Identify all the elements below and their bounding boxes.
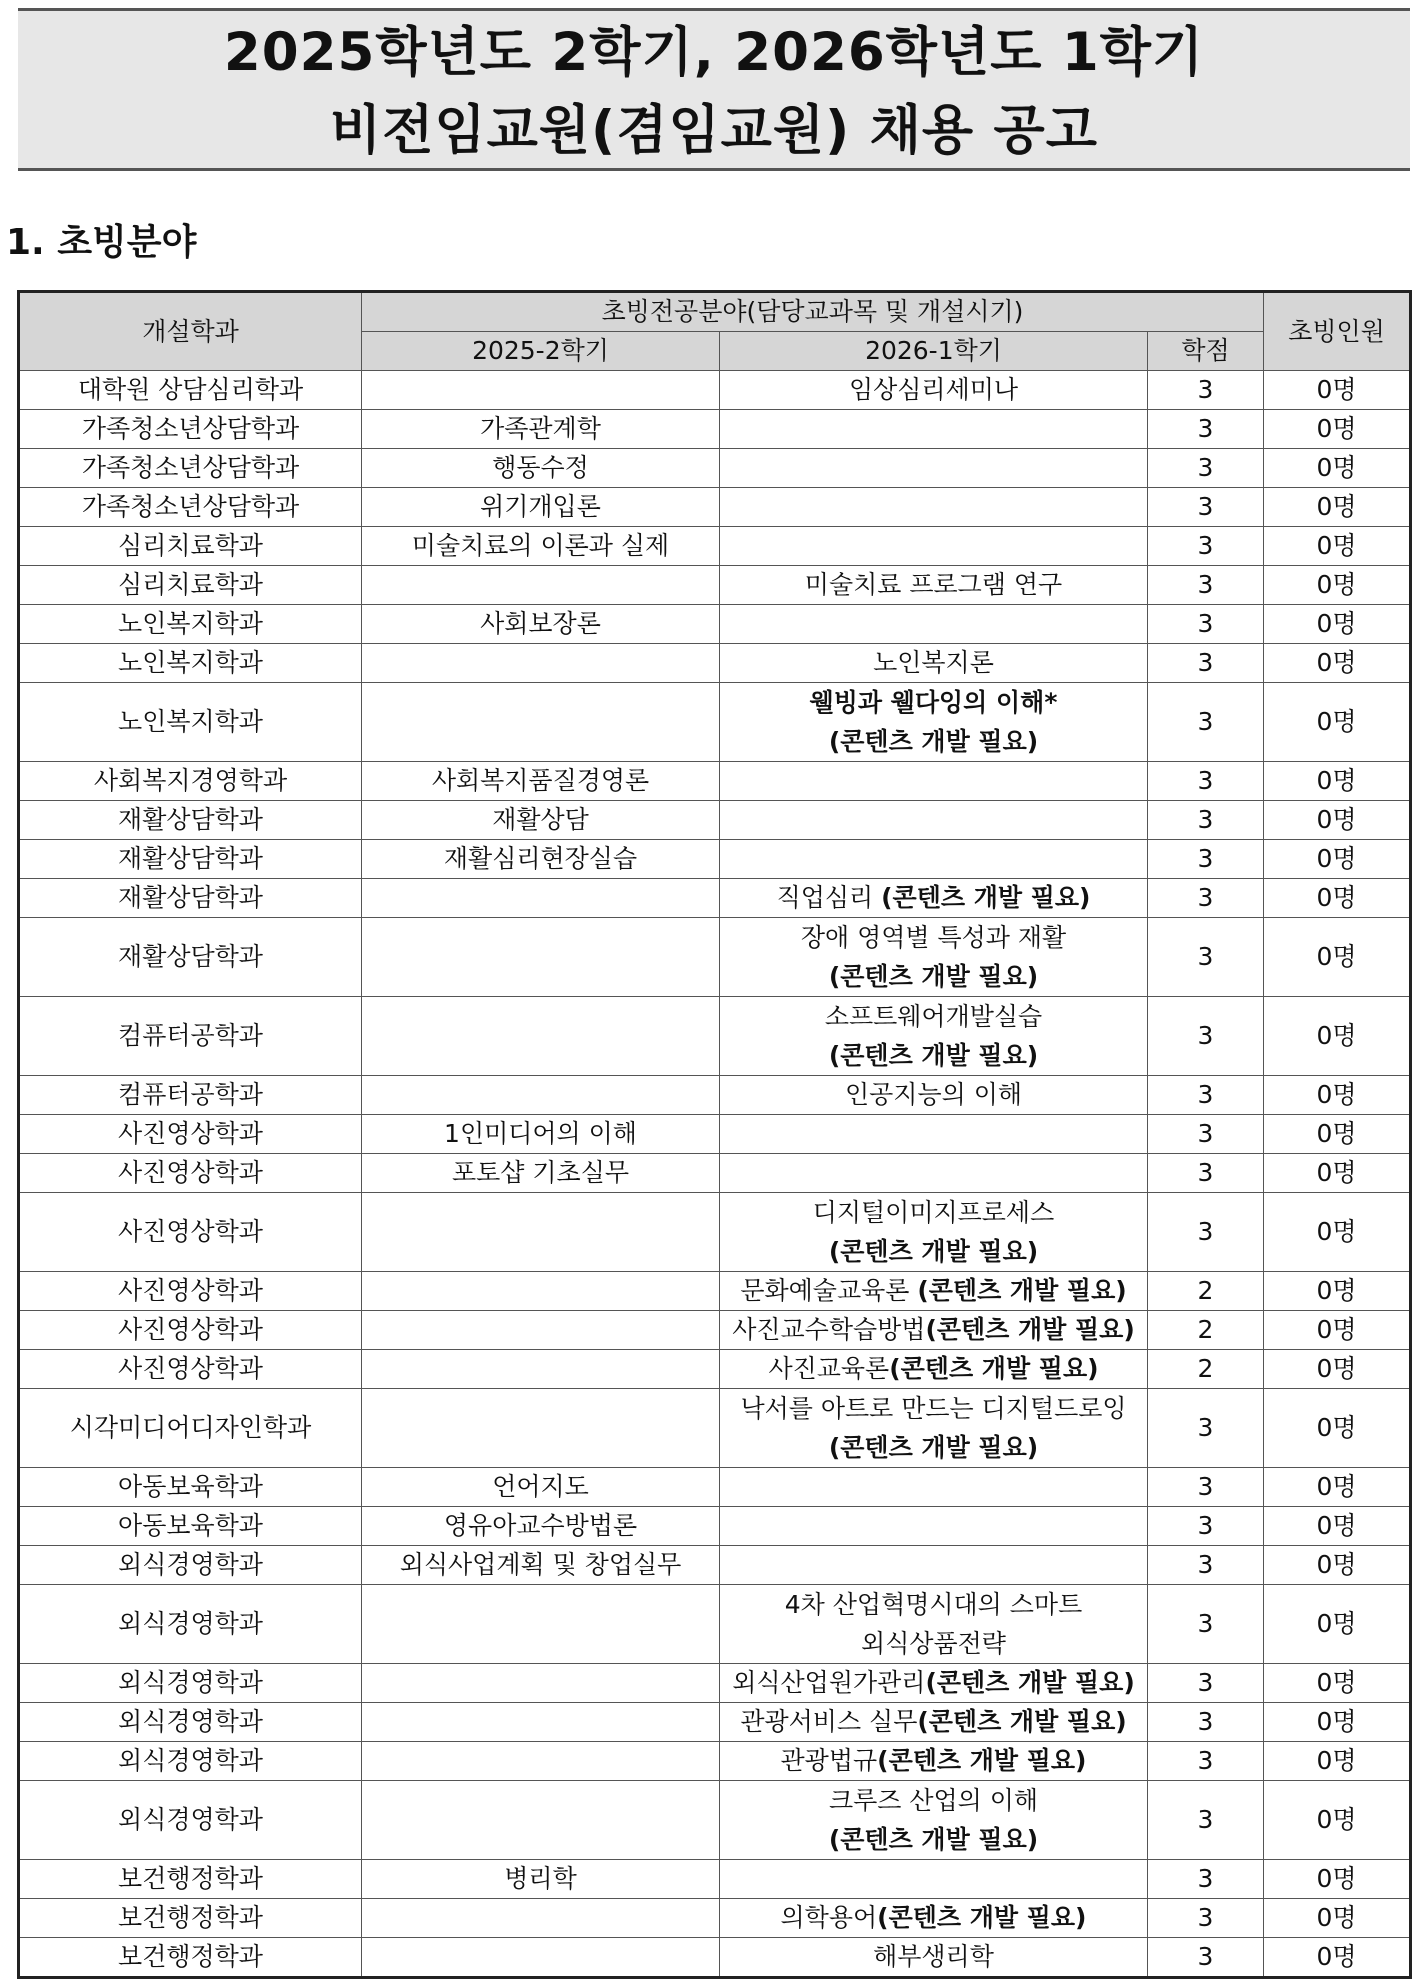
department-cell: 사회복지경영학과 xyxy=(19,762,362,801)
credits-cell: 3 xyxy=(1148,566,1264,605)
openings-cell: 0명 xyxy=(1264,1585,1411,1664)
term-2026-1-course xyxy=(720,1154,1148,1193)
table-row xyxy=(19,1546,1411,1585)
openings-cell: 0명 xyxy=(1264,605,1411,644)
table-row xyxy=(19,1742,1411,1781)
term-2026-1-course xyxy=(720,1899,1148,1938)
term-2026-1-course xyxy=(720,1507,1148,1546)
course-title: 크루즈 산업의 이해 xyxy=(828,1786,1039,1815)
term-2025-2-course: 사회보장론 xyxy=(362,605,720,644)
credits-cell: 2 xyxy=(1148,1311,1264,1350)
table-row xyxy=(19,1350,1411,1389)
department-cell: 사진영상학과 xyxy=(19,1154,362,1193)
term-2025-2-course: 재활상담 xyxy=(362,801,720,840)
table-row xyxy=(19,762,1411,801)
content-dev-note: (콘텐츠 개발 필요) xyxy=(828,962,1039,991)
header-openings: 초빙인원 xyxy=(1264,292,1411,371)
term-2025-2-course: 가족관계학 xyxy=(362,410,720,449)
table-row xyxy=(19,488,1411,527)
table-row xyxy=(19,1860,1411,1899)
content-dev-note: (콘텐츠 개발 필요) xyxy=(828,727,1039,756)
term-2026-1-course xyxy=(720,527,1148,566)
term-2025-2-course: 위기개입론 xyxy=(362,488,720,527)
openings-cell: 0명 xyxy=(1264,1899,1411,1938)
openings-cell: 0명 xyxy=(1264,1272,1411,1311)
term-2026-1-course xyxy=(720,1860,1148,1899)
content-dev-note: (콘텐츠 개발 필요) xyxy=(877,1746,1087,1775)
term-2026-1-course xyxy=(720,1938,1148,1978)
credits-cell: 3 xyxy=(1148,1899,1264,1938)
credits-cell: 3 xyxy=(1148,1703,1264,1742)
course-title: 관광법규 xyxy=(780,1746,878,1775)
term-2025-2-course xyxy=(362,1938,720,1978)
course-title: 관광서비스 실무 xyxy=(740,1707,918,1736)
term-2025-2-course xyxy=(362,566,720,605)
term-2026-1-course xyxy=(720,488,1148,527)
department-cell: 아동보육학과 xyxy=(19,1507,362,1546)
course-title: 낙서를 아트로 만드는 디지털드로잉 xyxy=(740,1394,1127,1423)
course-title: 직업심리 xyxy=(776,883,882,912)
content-dev-note: (콘텐츠 개발 필요) xyxy=(925,1315,1135,1344)
openings-cell: 0명 xyxy=(1264,371,1411,410)
term-2025-2-course: 포토샵 기초실무 xyxy=(362,1154,720,1193)
course-title: 장애 영역별 특성과 재활 xyxy=(800,923,1067,952)
table-row xyxy=(19,1468,1411,1507)
table-row xyxy=(19,605,1411,644)
term-2025-2-course: 외식사업계획 및 창업실무 xyxy=(362,1546,720,1585)
term-2025-2-course xyxy=(362,1899,720,1938)
department-cell: 노인복지학과 xyxy=(19,644,362,683)
header-department: 개설학과 xyxy=(19,292,362,371)
openings-cell: 0명 xyxy=(1264,410,1411,449)
term-2026-1-course xyxy=(720,1585,1148,1664)
openings-cell: 0명 xyxy=(1264,1076,1411,1115)
term-2025-2-course xyxy=(362,371,720,410)
course-title: 외식산업원가관리 xyxy=(732,1668,926,1697)
term-2025-2-course xyxy=(362,879,720,918)
openings-cell: 0명 xyxy=(1264,1742,1411,1781)
credits-cell: 3 xyxy=(1148,840,1264,879)
content-dev-note: (콘텐츠 개발 필요) xyxy=(828,1825,1039,1854)
openings-cell: 0명 xyxy=(1264,1350,1411,1389)
term-2026-1-course xyxy=(720,1389,1148,1468)
term-2025-2-course xyxy=(362,1389,720,1468)
table-row xyxy=(19,566,1411,605)
course-title: 노인복지론 xyxy=(873,648,994,677)
table-row xyxy=(19,840,1411,879)
term-2026-1-course xyxy=(720,879,1148,918)
term-2025-2-course xyxy=(362,1781,720,1860)
table-row xyxy=(19,1938,1411,1978)
department-cell: 대학원 상담심리학과 xyxy=(19,371,362,410)
department-cell: 심리치료학과 xyxy=(19,527,362,566)
department-cell: 아동보육학과 xyxy=(19,1468,362,1507)
department-cell: 외식경영학과 xyxy=(19,1703,362,1742)
term-2026-1-course xyxy=(720,605,1148,644)
term-2025-2-course xyxy=(362,1311,720,1350)
openings-cell: 0명 xyxy=(1264,1664,1411,1703)
term-2025-2-course: 사회복지품질경영론 xyxy=(362,762,720,801)
credits-cell: 3 xyxy=(1148,1389,1264,1468)
term-2026-1-course xyxy=(720,1193,1148,1272)
recruitment-table xyxy=(17,290,1412,1979)
department-cell: 외식경영학과 xyxy=(19,1585,362,1664)
term-2026-1-course xyxy=(720,918,1148,997)
openings-cell: 0명 xyxy=(1264,1546,1411,1585)
header-term-2025-2: 2025-2학기 xyxy=(362,332,720,371)
credits-cell: 3 xyxy=(1148,1742,1264,1781)
term-2026-1-course xyxy=(720,1350,1148,1389)
openings-cell: 0명 xyxy=(1264,1115,1411,1154)
openings-cell: 0명 xyxy=(1264,1781,1411,1860)
openings-cell: 0명 xyxy=(1264,488,1411,527)
department-cell: 외식경영학과 xyxy=(19,1781,362,1860)
table-row xyxy=(19,1507,1411,1546)
term-2025-2-course xyxy=(362,683,720,762)
term-2026-1-course xyxy=(720,1115,1148,1154)
table-body xyxy=(19,371,1411,1978)
table-row xyxy=(19,997,1411,1076)
term-2026-1-course xyxy=(720,644,1148,683)
table-row xyxy=(19,1664,1411,1703)
openings-cell: 0명 xyxy=(1264,1389,1411,1468)
term-2026-1-course xyxy=(720,1546,1148,1585)
term-2025-2-course xyxy=(362,1703,720,1742)
table-row xyxy=(19,1154,1411,1193)
openings-cell: 0명 xyxy=(1264,879,1411,918)
openings-cell: 0명 xyxy=(1264,683,1411,762)
term-2026-1-course xyxy=(720,1468,1148,1507)
term-2025-2-course xyxy=(362,918,720,997)
table-row xyxy=(19,1272,1411,1311)
term-2026-1-course xyxy=(720,410,1148,449)
course-title-bold: 웰빙과 웰다잉의 이해* xyxy=(809,688,1058,717)
content-dev-note: (콘텐츠 개발 필요) xyxy=(917,1707,1127,1736)
course-title: 사진교육론 xyxy=(768,1354,890,1383)
term-2025-2-course xyxy=(362,1742,720,1781)
content-dev-note: (콘텐츠 개발 필요) xyxy=(828,1433,1039,1462)
course-title: 문화예술교육론 xyxy=(740,1276,918,1305)
openings-cell: 0명 xyxy=(1264,1468,1411,1507)
content-dev-note: (콘텐츠 개발 필요) xyxy=(828,1237,1039,1266)
table-row xyxy=(19,879,1411,918)
course-title: 의학용어 xyxy=(780,1903,878,1932)
term-2025-2-course: 1인미디어의 이해 xyxy=(362,1115,720,1154)
term-2025-2-course: 재활심리현장실습 xyxy=(362,840,720,879)
openings-cell: 0명 xyxy=(1264,1507,1411,1546)
term-2025-2-course xyxy=(362,1664,720,1703)
title-banner xyxy=(18,8,1410,171)
department-cell: 가족청소년상담학과 xyxy=(19,410,362,449)
table-row xyxy=(19,1193,1411,1272)
credits-cell: 3 xyxy=(1148,605,1264,644)
department-cell: 사진영상학과 xyxy=(19,1272,362,1311)
term-2026-1-course xyxy=(720,1664,1148,1703)
table-row xyxy=(19,371,1411,410)
openings-cell: 0명 xyxy=(1264,644,1411,683)
department-cell: 사진영상학과 xyxy=(19,1350,362,1389)
term-2025-2-course xyxy=(362,1585,720,1664)
term-2025-2-course: 영유아교수방법론 xyxy=(362,1507,720,1546)
header-credits: 학점 xyxy=(1148,332,1264,371)
header-term-2026-1: 2026-1학기 xyxy=(720,332,1148,371)
openings-cell: 0명 xyxy=(1264,1193,1411,1272)
department-cell: 보건행정학과 xyxy=(19,1899,362,1938)
term-2025-2-course xyxy=(362,1193,720,1272)
title-line-2: 비전임교원(겸임교원) 채용 공고 xyxy=(330,100,1098,161)
table-row xyxy=(19,410,1411,449)
department-cell: 재활상담학과 xyxy=(19,801,362,840)
term-2025-2-course: 행동수정 xyxy=(362,449,720,488)
term-2026-1-course xyxy=(720,762,1148,801)
credits-cell: 3 xyxy=(1148,449,1264,488)
header-field-group: 초빙전공분야(담당교과목 및 개설시기) xyxy=(362,292,1264,332)
credits-cell: 3 xyxy=(1148,1664,1264,1703)
credits-cell: 3 xyxy=(1148,527,1264,566)
openings-cell: 0명 xyxy=(1264,449,1411,488)
openings-cell: 0명 xyxy=(1264,1938,1411,1978)
credits-cell: 3 xyxy=(1148,683,1264,762)
term-2026-1-course xyxy=(720,1076,1148,1115)
credits-cell: 3 xyxy=(1148,1507,1264,1546)
term-2025-2-course xyxy=(362,1350,720,1389)
credits-cell: 3 xyxy=(1148,1076,1264,1115)
term-2026-1-course xyxy=(720,997,1148,1076)
department-cell: 사진영상학과 xyxy=(19,1311,362,1350)
term-2026-1-course xyxy=(720,1781,1148,1860)
table-row xyxy=(19,918,1411,997)
term-2025-2-course: 언어지도 xyxy=(362,1468,720,1507)
department-cell: 재활상담학과 xyxy=(19,918,362,997)
department-cell: 컴퓨터공학과 xyxy=(19,1076,362,1115)
openings-cell: 0명 xyxy=(1264,1311,1411,1350)
course-title: 해부생리학 xyxy=(873,1942,994,1971)
course-title: 사진교수학습방법 xyxy=(732,1315,926,1344)
term-2026-1-course xyxy=(720,1311,1148,1350)
term-2026-1-course xyxy=(720,801,1148,840)
credits-cell: 3 xyxy=(1148,1468,1264,1507)
course-title: 인공지능의 이해 xyxy=(845,1080,1022,1109)
table-row xyxy=(19,1899,1411,1938)
openings-cell: 0명 xyxy=(1264,1703,1411,1742)
department-cell: 가족청소년상담학과 xyxy=(19,449,362,488)
table-row xyxy=(19,1076,1411,1115)
table-row xyxy=(19,1585,1411,1664)
table-row xyxy=(19,683,1411,762)
credits-cell: 3 xyxy=(1148,644,1264,683)
department-cell: 사진영상학과 xyxy=(19,1193,362,1272)
openings-cell: 0명 xyxy=(1264,840,1411,879)
title-line-1: 2025학년도 2학기, 2026학년도 1학기 xyxy=(223,22,1205,83)
term-2026-1-course xyxy=(720,566,1148,605)
table-row xyxy=(19,1389,1411,1468)
department-cell: 노인복지학과 xyxy=(19,683,362,762)
credits-cell: 3 xyxy=(1148,371,1264,410)
table-row xyxy=(19,644,1411,683)
table-row xyxy=(19,1311,1411,1350)
openings-cell: 0명 xyxy=(1264,1860,1411,1899)
credits-cell: 3 xyxy=(1148,879,1264,918)
content-dev-note: (콘텐츠 개발 필요) xyxy=(881,883,1091,912)
course-title: 임상심리세미나 xyxy=(848,375,1019,404)
department-cell: 재활상담학과 xyxy=(19,840,362,879)
term-2026-1-course xyxy=(720,1703,1148,1742)
credits-cell: 3 xyxy=(1148,997,1264,1076)
term-2025-2-course xyxy=(362,1076,720,1115)
openings-cell: 0명 xyxy=(1264,997,1411,1076)
department-cell: 보건행정학과 xyxy=(19,1860,362,1899)
credits-cell: 3 xyxy=(1148,1938,1264,1978)
content-dev-note: (콘텐츠 개발 필요) xyxy=(828,1041,1039,1070)
term-2025-2-course: 미술치료의 이론과 실제 xyxy=(362,527,720,566)
credits-cell: 3 xyxy=(1148,410,1264,449)
department-cell: 외식경영학과 xyxy=(19,1546,362,1585)
credits-cell: 3 xyxy=(1148,1546,1264,1585)
course-title: 4차 산업혁명시대의 스마트 xyxy=(784,1590,1083,1619)
table-row xyxy=(19,1703,1411,1742)
openings-cell: 0명 xyxy=(1264,918,1411,997)
term-2025-2-course xyxy=(362,644,720,683)
content-dev-note: (콘텐츠 개발 필요) xyxy=(877,1903,1087,1932)
credits-cell: 3 xyxy=(1148,1781,1264,1860)
table-row xyxy=(19,527,1411,566)
section-title: 1. 초빙분야 xyxy=(6,222,197,263)
department-cell: 재활상담학과 xyxy=(19,879,362,918)
credits-cell: 3 xyxy=(1148,1154,1264,1193)
term-2025-2-course xyxy=(362,997,720,1076)
content-dev-note: (콘텐츠 개발 필요) xyxy=(917,1276,1127,1305)
course-title: 미술치료 프로그램 연구 xyxy=(804,570,1063,599)
department-cell: 외식경영학과 xyxy=(19,1742,362,1781)
department-cell: 가족청소년상담학과 xyxy=(19,488,362,527)
department-cell: 외식경영학과 xyxy=(19,1664,362,1703)
credits-cell: 2 xyxy=(1148,1272,1264,1311)
table-row xyxy=(19,449,1411,488)
term-2026-1-course xyxy=(720,371,1148,410)
credits-cell: 3 xyxy=(1148,1193,1264,1272)
credits-cell: 3 xyxy=(1148,1860,1264,1899)
table-row xyxy=(19,801,1411,840)
content-dev-note: (콘텐츠 개발 필요) xyxy=(889,1354,1099,1383)
department-cell: 시각미디어디자인학과 xyxy=(19,1389,362,1468)
course-title: 디지털이미지프로세스 xyxy=(812,1198,1055,1227)
credits-cell: 3 xyxy=(1148,1585,1264,1664)
department-cell: 사진영상학과 xyxy=(19,1115,362,1154)
department-cell: 심리치료학과 xyxy=(19,566,362,605)
table-row xyxy=(19,1115,1411,1154)
credits-cell: 3 xyxy=(1148,1115,1264,1154)
course-title-cont: 외식상품전략 xyxy=(861,1629,1006,1658)
credits-cell: 3 xyxy=(1148,762,1264,801)
department-cell: 노인복지학과 xyxy=(19,605,362,644)
credits-cell: 3 xyxy=(1148,801,1264,840)
term-2026-1-course xyxy=(720,1272,1148,1311)
term-2025-2-course: 병리학 xyxy=(362,1860,720,1899)
openings-cell: 0명 xyxy=(1264,1154,1411,1193)
content-dev-note: (콘텐츠 개발 필요) xyxy=(925,1668,1135,1697)
department-cell: 컴퓨터공학과 xyxy=(19,997,362,1076)
openings-cell: 0명 xyxy=(1264,527,1411,566)
table-row xyxy=(19,1781,1411,1860)
openings-cell: 0명 xyxy=(1264,566,1411,605)
term-2026-1-course xyxy=(720,1742,1148,1781)
openings-cell: 0명 xyxy=(1264,762,1411,801)
credits-cell: 3 xyxy=(1148,918,1264,997)
department-cell: 보건행정학과 xyxy=(19,1938,362,1978)
term-2026-1-course xyxy=(720,840,1148,879)
term-2026-1-course xyxy=(720,683,1148,762)
credits-cell: 3 xyxy=(1148,488,1264,527)
term-2026-1-course xyxy=(720,449,1148,488)
openings-cell: 0명 xyxy=(1264,801,1411,840)
credits-cell: 2 xyxy=(1148,1350,1264,1389)
term-2025-2-course xyxy=(362,1272,720,1311)
course-title: 소프트웨어개발실습 xyxy=(824,1002,1043,1031)
